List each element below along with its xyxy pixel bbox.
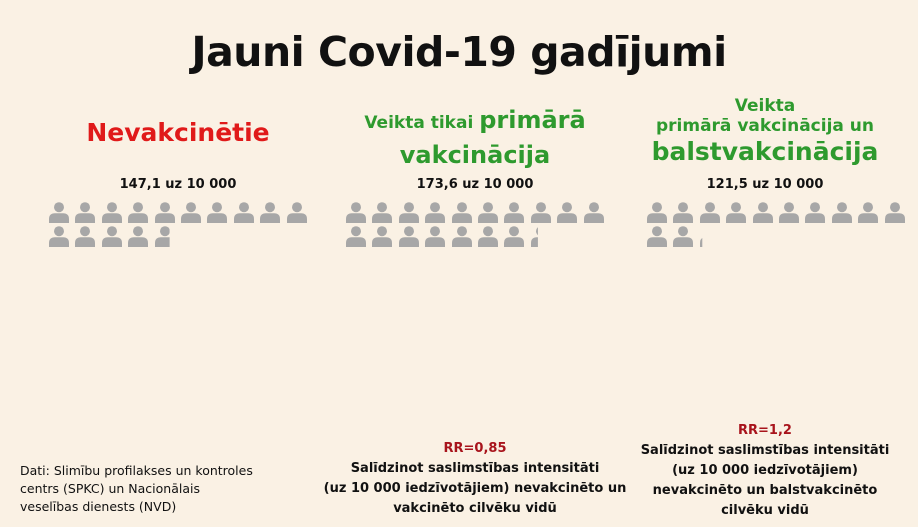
person-icon [180, 202, 202, 223]
group-primary-note-line: Salīdzinot saslimstības intensitāti [350, 461, 600, 476]
person-icon [831, 202, 853, 223]
person-icon [74, 226, 96, 247]
group-booster-note-line: cilvēku vidū [721, 503, 809, 518]
group-booster-note-line: Salīdzinot saslimstības intensitāti [640, 443, 890, 458]
person-icon [672, 226, 694, 247]
person-icon [398, 226, 420, 247]
group-primary-icon-grid [345, 202, 607, 417]
group-primary-count: 173,6 uz 10 000 [416, 177, 534, 192]
person-icon [646, 226, 668, 247]
person-icon [398, 202, 420, 223]
group-booster-count: 121,5 uz 10 000 [706, 177, 824, 192]
group-booster-note [620, 441, 910, 521]
person-icon [530, 202, 552, 223]
person-icon [74, 202, 96, 223]
person-icon [286, 202, 308, 223]
person-icon [451, 202, 473, 223]
person-icon [48, 202, 70, 223]
person-icon [857, 202, 879, 223]
person-icon [530, 226, 552, 247]
person-icon [646, 202, 668, 223]
group-unvaccinated-heading: Nevakcinētie [86, 118, 270, 147]
person-icon [101, 226, 123, 247]
person-icon [699, 202, 721, 223]
group-primary-note-line: (uz 10 000 iedzīvotājiem) nevakcinēto un [323, 481, 627, 496]
person-icon [345, 202, 367, 223]
group-primary-rr: RR=0,85 [443, 441, 507, 456]
group-booster-heading-line1: Veikta [734, 96, 796, 116]
person-icon [503, 226, 525, 247]
person-icon [451, 226, 473, 247]
person-icon [424, 226, 446, 247]
data-source-line: veselības dienests (NVD) [20, 499, 177, 514]
person-icon [752, 202, 774, 223]
person-icon [583, 202, 605, 223]
person-icon [884, 202, 906, 223]
data-source [20, 462, 300, 516]
person-icon [259, 202, 281, 223]
data-source-line: centrs (SPKC) un Nacionālais [20, 481, 200, 496]
group-booster-note-line: nevakcinēto un balstvakcinēto [652, 483, 878, 498]
person-icon [127, 202, 149, 223]
person-icon [154, 226, 176, 247]
group-unvaccinated-count: 147,1 uz 10 000 [119, 177, 237, 192]
person-icon [556, 202, 578, 223]
person-icon [101, 202, 123, 223]
person-icon [778, 202, 800, 223]
group-booster-rr: RR=1,2 [738, 423, 792, 438]
group-booster-heading [620, 96, 910, 168]
page-title: Jauni Covid-19 gadījumi [191, 28, 727, 76]
person-icon [345, 226, 367, 247]
data-source-line: Dati: Slimību profilakses un kontroles [20, 463, 253, 478]
group-unvaccinated-icon-grid [48, 202, 310, 392]
person-icon [233, 202, 255, 223]
person-icon [371, 226, 393, 247]
person-icon [154, 202, 176, 223]
group-primary-note [310, 459, 640, 519]
person-icon [48, 226, 70, 247]
group-primary-heading-emph: primārā [479, 106, 586, 134]
person-icon [699, 226, 721, 247]
person-icon [672, 202, 694, 223]
person-icon [477, 226, 499, 247]
person-icon [206, 202, 228, 223]
person-icon [725, 202, 747, 223]
person-icon [804, 202, 826, 223]
person-icon [477, 202, 499, 223]
group-booster-note-line: (uz 10 000 iedzīvotājiem) [672, 463, 858, 478]
group-primary-heading [325, 104, 625, 174]
group-booster-heading-line3: balstvakcinācija [651, 137, 879, 166]
person-icon [424, 202, 446, 223]
group-primary-note-line: vakcinēto cilvēku vidū [393, 501, 557, 516]
person-icon [371, 202, 393, 223]
group-booster-icon-grid [646, 202, 908, 372]
person-icon [127, 226, 149, 247]
group-booster-heading-line2: primārā vakcinācija un [655, 116, 874, 136]
group-primary-heading-line2: vakcinācija [399, 141, 551, 169]
group-primary-heading-prefix: Veikta tikai [364, 113, 480, 133]
person-icon [503, 202, 525, 223]
